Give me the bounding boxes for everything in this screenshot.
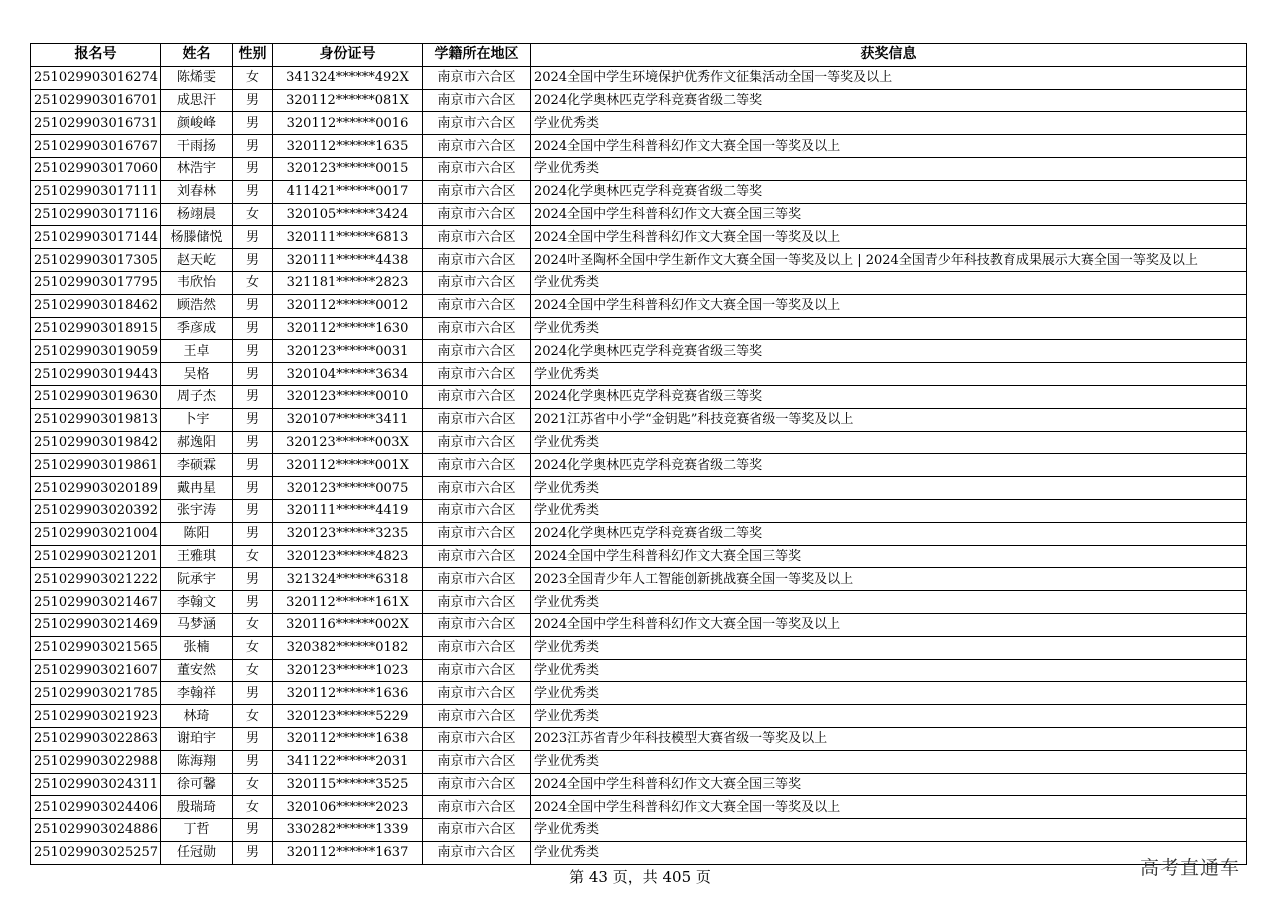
gender-cell: 女 [233,66,273,89]
region-cell: 南京市六合区 [423,613,531,636]
award-info-cell: 学业优秀类 [531,499,1247,522]
id-number-cell: 341122******2031 [273,750,423,773]
gender-cell: 男 [233,340,273,363]
region-cell: 南京市六合区 [423,636,531,659]
region-cell: 南京市六合区 [423,385,531,408]
table-row [31,249,1247,272]
table-row [31,112,1247,135]
region-cell: 南京市六合区 [423,841,531,864]
registration-number-cell: 251029903016701 [31,89,161,112]
award-info-cell: 2024全国中学生科普科幻作文大赛全国一等奖及以上 [531,294,1247,317]
table-row [31,773,1247,796]
id-number-cell: 341324******492X [273,66,423,89]
registration-number-cell: 251029903018462 [31,294,161,317]
registration-number-cell: 251029903020189 [31,477,161,500]
id-number-cell: 320105******3424 [273,203,423,226]
registration-number-cell: 251029903022863 [31,727,161,750]
column-header-registration-number: 报名号 [31,44,161,67]
table-row [31,705,1247,728]
gender-cell: 男 [233,819,273,842]
gender-cell: 男 [233,157,273,180]
table-row [31,750,1247,773]
award-info-cell: 2024全国中学生科普科幻作文大赛全国一等奖及以上 [531,796,1247,819]
id-number-cell: 320123******3235 [273,522,423,545]
table-row [31,522,1247,545]
award-info-cell: 2024全国中学生科普科幻作文大赛全国一等奖及以上 [531,226,1247,249]
table-row [31,819,1247,842]
region-cell: 南京市六合区 [423,568,531,591]
table-row [31,796,1247,819]
region-cell: 南京市六合区 [423,727,531,750]
registration-number-cell: 251029903025257 [31,841,161,864]
name-cell: 郝逸阳 [161,431,233,454]
name-cell: 陈阳 [161,522,233,545]
name-cell: 董安然 [161,659,233,682]
id-number-cell: 320112******1638 [273,727,423,750]
table-row [31,727,1247,750]
region-cell: 南京市六合区 [423,363,531,386]
registration-number-cell: 251029903017111 [31,180,161,203]
id-number-cell: 320112******0016 [273,112,423,135]
name-cell: 丁哲 [161,819,233,842]
region-cell: 南京市六合区 [423,66,531,89]
id-number-cell: 320104******3634 [273,363,423,386]
registration-number-cell: 251029903019842 [31,431,161,454]
award-info-cell: 2024全国中学生科普科幻作文大赛全国三等奖 [531,773,1247,796]
name-cell: 阮承宇 [161,568,233,591]
registration-number-cell: 251029903021565 [31,636,161,659]
award-info-cell: 2024全国中学生科普科幻作文大赛全国一等奖及以上 [531,135,1247,158]
gender-cell: 男 [233,727,273,750]
region-cell: 南京市六合区 [423,226,531,249]
region-cell: 南京市六合区 [423,157,531,180]
award-info-cell: 学业优秀类 [531,271,1247,294]
name-cell: 李硕霖 [161,454,233,477]
id-number-cell: 320107******3411 [273,408,423,431]
name-cell: 陈烯雯 [161,66,233,89]
gender-cell: 女 [233,613,273,636]
registration-number-cell: 251029903019630 [31,385,161,408]
region-cell: 南京市六合区 [423,659,531,682]
id-number-cell: 320112******1630 [273,317,423,340]
award-info-cell: 2024化学奥林匹克学科竞赛省级三等奖 [531,340,1247,363]
id-number-cell: 320116******002X [273,613,423,636]
region-cell: 南京市六合区 [423,545,531,568]
name-cell: 季彦成 [161,317,233,340]
table-row [31,157,1247,180]
id-number-cell: 320111******4419 [273,499,423,522]
region-cell: 南京市六合区 [423,796,531,819]
region-cell: 南京市六合区 [423,180,531,203]
gender-cell: 男 [233,841,273,864]
region-cell: 南京市六合区 [423,317,531,340]
gender-cell: 男 [233,363,273,386]
registration-number-cell: 251029903022988 [31,750,161,773]
table-header-row [31,44,1247,67]
table-row [31,841,1247,864]
name-cell: 周子杰 [161,385,233,408]
gender-cell: 男 [233,317,273,340]
region-cell: 南京市六合区 [423,112,531,135]
gender-cell: 男 [233,477,273,500]
registration-number-cell: 251029903019059 [31,340,161,363]
table-row [31,363,1247,386]
award-info-cell: 学业优秀类 [531,431,1247,454]
gender-cell: 女 [233,636,273,659]
registration-number-cell: 251029903019813 [31,408,161,431]
name-cell: 林琦 [161,705,233,728]
award-info-cell: 2023全国青少年人工智能创新挑战赛全国一等奖及以上 [531,568,1247,591]
registration-number-cell: 251029903021923 [31,705,161,728]
name-cell: 颜峻峰 [161,112,233,135]
award-info-cell: 学业优秀类 [531,750,1247,773]
column-header-name: 姓名 [161,44,233,67]
id-number-cell: 320112******081X [273,89,423,112]
id-number-cell: 320123******0010 [273,385,423,408]
name-cell: 杨翊晨 [161,203,233,226]
name-cell: 刘春林 [161,180,233,203]
name-cell: 赵天屹 [161,249,233,272]
column-header-gender: 性别 [233,44,273,67]
gender-cell: 男 [233,499,273,522]
name-cell: 谢珀宇 [161,727,233,750]
column-header-id-number: 身份证号 [273,44,423,67]
region-cell: 南京市六合区 [423,682,531,705]
gender-cell: 男 [233,408,273,431]
table-row [31,568,1247,591]
registration-number-cell: 251029903024886 [31,819,161,842]
registration-number-cell: 251029903021785 [31,682,161,705]
name-cell: 林浩宇 [161,157,233,180]
award-info-cell: 2023江苏省青少年科技模型大赛省级一等奖及以上 [531,727,1247,750]
region-cell: 南京市六合区 [423,477,531,500]
award-info-cell: 2024化学奥林匹克学科竞赛省级二等奖 [531,522,1247,545]
gender-cell: 男 [233,180,273,203]
name-cell: 干雨扬 [161,135,233,158]
registration-number-cell: 251029903017795 [31,271,161,294]
registration-number-cell: 251029903021201 [31,545,161,568]
region-cell: 南京市六合区 [423,431,531,454]
table-row [31,477,1247,500]
name-cell: 成思汗 [161,89,233,112]
award-info-cell: 学业优秀类 [531,636,1247,659]
page-number: 第 43 页，共 405 页 [569,868,711,886]
name-cell: 陈海翔 [161,750,233,773]
award-info-cell: 2024叶圣陶杯全国中学生新作文大赛全国一等奖及以上 | 2024全国青少年科技教育成果展示大赛全国一等奖及以上 [531,249,1247,272]
award-info-cell: 学业优秀类 [531,819,1247,842]
name-cell: 张宇涛 [161,499,233,522]
award-info-cell: 学业优秀类 [531,317,1247,340]
registration-number-cell: 251029903024311 [31,773,161,796]
award-info-cell: 学业优秀类 [531,112,1247,135]
award-info-cell: 2021江苏省中小学“金钥匙”科技竞赛省级一等奖及以上 [531,408,1247,431]
gender-cell: 男 [233,226,273,249]
award-info-cell: 学业优秀类 [531,659,1247,682]
table-row [31,682,1247,705]
name-cell: 王雅琪 [161,545,233,568]
gender-cell: 女 [233,271,273,294]
id-number-cell: 320115******3525 [273,773,423,796]
gender-cell: 男 [233,294,273,317]
name-cell: 徐可馨 [161,773,233,796]
award-info-cell: 学业优秀类 [531,157,1247,180]
registration-number-cell: 251029903019861 [31,454,161,477]
table-row [31,408,1247,431]
registration-number-cell: 251029903021222 [31,568,161,591]
id-number-cell: 321324******6318 [273,568,423,591]
region-cell: 南京市六合区 [423,249,531,272]
name-cell: 顾浩然 [161,294,233,317]
results-table-container [30,43,1246,865]
award-info-cell: 学业优秀类 [531,477,1247,500]
region-cell: 南京市六合区 [423,773,531,796]
table-row [31,203,1247,226]
region-cell: 南京市六合区 [423,750,531,773]
name-cell: 马梦涵 [161,613,233,636]
registration-number-cell: 251029903016731 [31,112,161,135]
id-number-cell: 320111******4438 [273,249,423,272]
name-cell: 任冠勋 [161,841,233,864]
table-row [31,317,1247,340]
gender-cell: 女 [233,545,273,568]
gender-cell: 男 [233,249,273,272]
id-number-cell: 320123******0031 [273,340,423,363]
registration-number-cell: 251029903021004 [31,522,161,545]
id-number-cell: 320112******1636 [273,682,423,705]
table-row [31,340,1247,363]
gender-cell: 男 [233,135,273,158]
table-row [31,294,1247,317]
region-cell: 南京市六合区 [423,340,531,363]
name-cell: 杨滕储悦 [161,226,233,249]
gender-cell: 女 [233,773,273,796]
table-body [31,66,1247,864]
column-header-region: 学籍所在地区 [423,44,531,67]
registration-number-cell: 251029903021469 [31,613,161,636]
award-info-cell: 学业优秀类 [531,841,1247,864]
gender-cell: 女 [233,203,273,226]
id-number-cell: 320112******001X [273,454,423,477]
id-number-cell: 320112******1637 [273,841,423,864]
id-number-cell: 320123******4823 [273,545,423,568]
region-cell: 南京市六合区 [423,408,531,431]
id-number-cell: 411421******0017 [273,180,423,203]
id-number-cell: 320111******6813 [273,226,423,249]
registration-number-cell: 251029903018915 [31,317,161,340]
award-info-cell: 学业优秀类 [531,363,1247,386]
table-row [31,659,1247,682]
watermark: 高考直通车 [1140,857,1241,879]
table-row [31,454,1247,477]
table-row [31,431,1247,454]
gender-cell: 男 [233,112,273,135]
table-row [31,135,1247,158]
name-cell: 王卓 [161,340,233,363]
id-number-cell: 320382******0182 [273,636,423,659]
region-cell: 南京市六合区 [423,271,531,294]
gender-cell: 男 [233,431,273,454]
results-table [30,43,1247,865]
table-row [31,613,1247,636]
table-row [31,385,1247,408]
table-row [31,271,1247,294]
id-number-cell: 320106******2023 [273,796,423,819]
table-row [31,89,1247,112]
registration-number-cell: 251029903017060 [31,157,161,180]
registration-number-cell: 251029903017116 [31,203,161,226]
table-row [31,180,1247,203]
award-info-cell: 2024化学奥林匹克学科竞赛省级二等奖 [531,454,1247,477]
gender-cell: 男 [233,522,273,545]
column-header-award-info: 获奖信息 [531,44,1247,67]
region-cell: 南京市六合区 [423,294,531,317]
award-info-cell: 学业优秀类 [531,705,1247,728]
gender-cell: 女 [233,705,273,728]
id-number-cell: 330282******1339 [273,819,423,842]
id-number-cell: 320123******5229 [273,705,423,728]
id-number-cell: 320123******0015 [273,157,423,180]
region-cell: 南京市六合区 [423,89,531,112]
id-number-cell: 320123******003X [273,431,423,454]
gender-cell: 男 [233,750,273,773]
registration-number-cell: 251029903019443 [31,363,161,386]
gender-cell: 男 [233,682,273,705]
name-cell: 李翰祥 [161,682,233,705]
award-info-cell: 学业优秀类 [531,591,1247,614]
name-cell: 卜宇 [161,408,233,431]
name-cell: 吴格 [161,363,233,386]
region-cell: 南京市六合区 [423,705,531,728]
name-cell: 韦欣怡 [161,271,233,294]
region-cell: 南京市六合区 [423,203,531,226]
gender-cell: 女 [233,796,273,819]
registration-number-cell: 251029903016274 [31,66,161,89]
table-row [31,499,1247,522]
table-row [31,66,1247,89]
award-info-cell: 2024全国中学生环境保护优秀作文征集活动全国一等奖及以上 [531,66,1247,89]
region-cell: 南京市六合区 [423,591,531,614]
table-row [31,591,1247,614]
table-row [31,545,1247,568]
gender-cell: 男 [233,385,273,408]
award-info-cell: 2024全国中学生科普科幻作文大赛全国一等奖及以上 [531,613,1247,636]
region-cell: 南京市六合区 [423,522,531,545]
registration-number-cell: 251029903017305 [31,249,161,272]
award-info-cell: 2024化学奥林匹克学科竞赛省级三等奖 [531,385,1247,408]
gender-cell: 女 [233,659,273,682]
id-number-cell: 320123******1023 [273,659,423,682]
region-cell: 南京市六合区 [423,499,531,522]
region-cell: 南京市六合区 [423,819,531,842]
award-info-cell: 2024化学奥林匹克学科竞赛省级二等奖 [531,89,1247,112]
registration-number-cell: 251029903020392 [31,499,161,522]
award-info-cell: 2024全国中学生科普科幻作文大赛全国三等奖 [531,545,1247,568]
table-row [31,636,1247,659]
name-cell: 戴冉星 [161,477,233,500]
gender-cell: 男 [233,568,273,591]
registration-number-cell: 251029903021467 [31,591,161,614]
id-number-cell: 320112******161X [273,591,423,614]
table-row [31,226,1247,249]
id-number-cell: 321181******2823 [273,271,423,294]
region-cell: 南京市六合区 [423,135,531,158]
gender-cell: 男 [233,89,273,112]
award-info-cell: 2024全国中学生科普科幻作文大赛全国三等奖 [531,203,1247,226]
registration-number-cell: 251029903017144 [31,226,161,249]
name-cell: 张楠 [161,636,233,659]
name-cell: 李翰文 [161,591,233,614]
id-number-cell: 320123******0075 [273,477,423,500]
gender-cell: 男 [233,454,273,477]
registration-number-cell: 251029903016767 [31,135,161,158]
region-cell: 南京市六合区 [423,454,531,477]
name-cell: 殷瑞琦 [161,796,233,819]
gender-cell: 男 [233,591,273,614]
registration-number-cell: 251029903024406 [31,796,161,819]
id-number-cell: 320112******1635 [273,135,423,158]
award-info-cell: 2024化学奥林匹克学科竞赛省级二等奖 [531,180,1247,203]
registration-number-cell: 251029903021607 [31,659,161,682]
id-number-cell: 320112******0012 [273,294,423,317]
award-info-cell: 学业优秀类 [531,682,1247,705]
